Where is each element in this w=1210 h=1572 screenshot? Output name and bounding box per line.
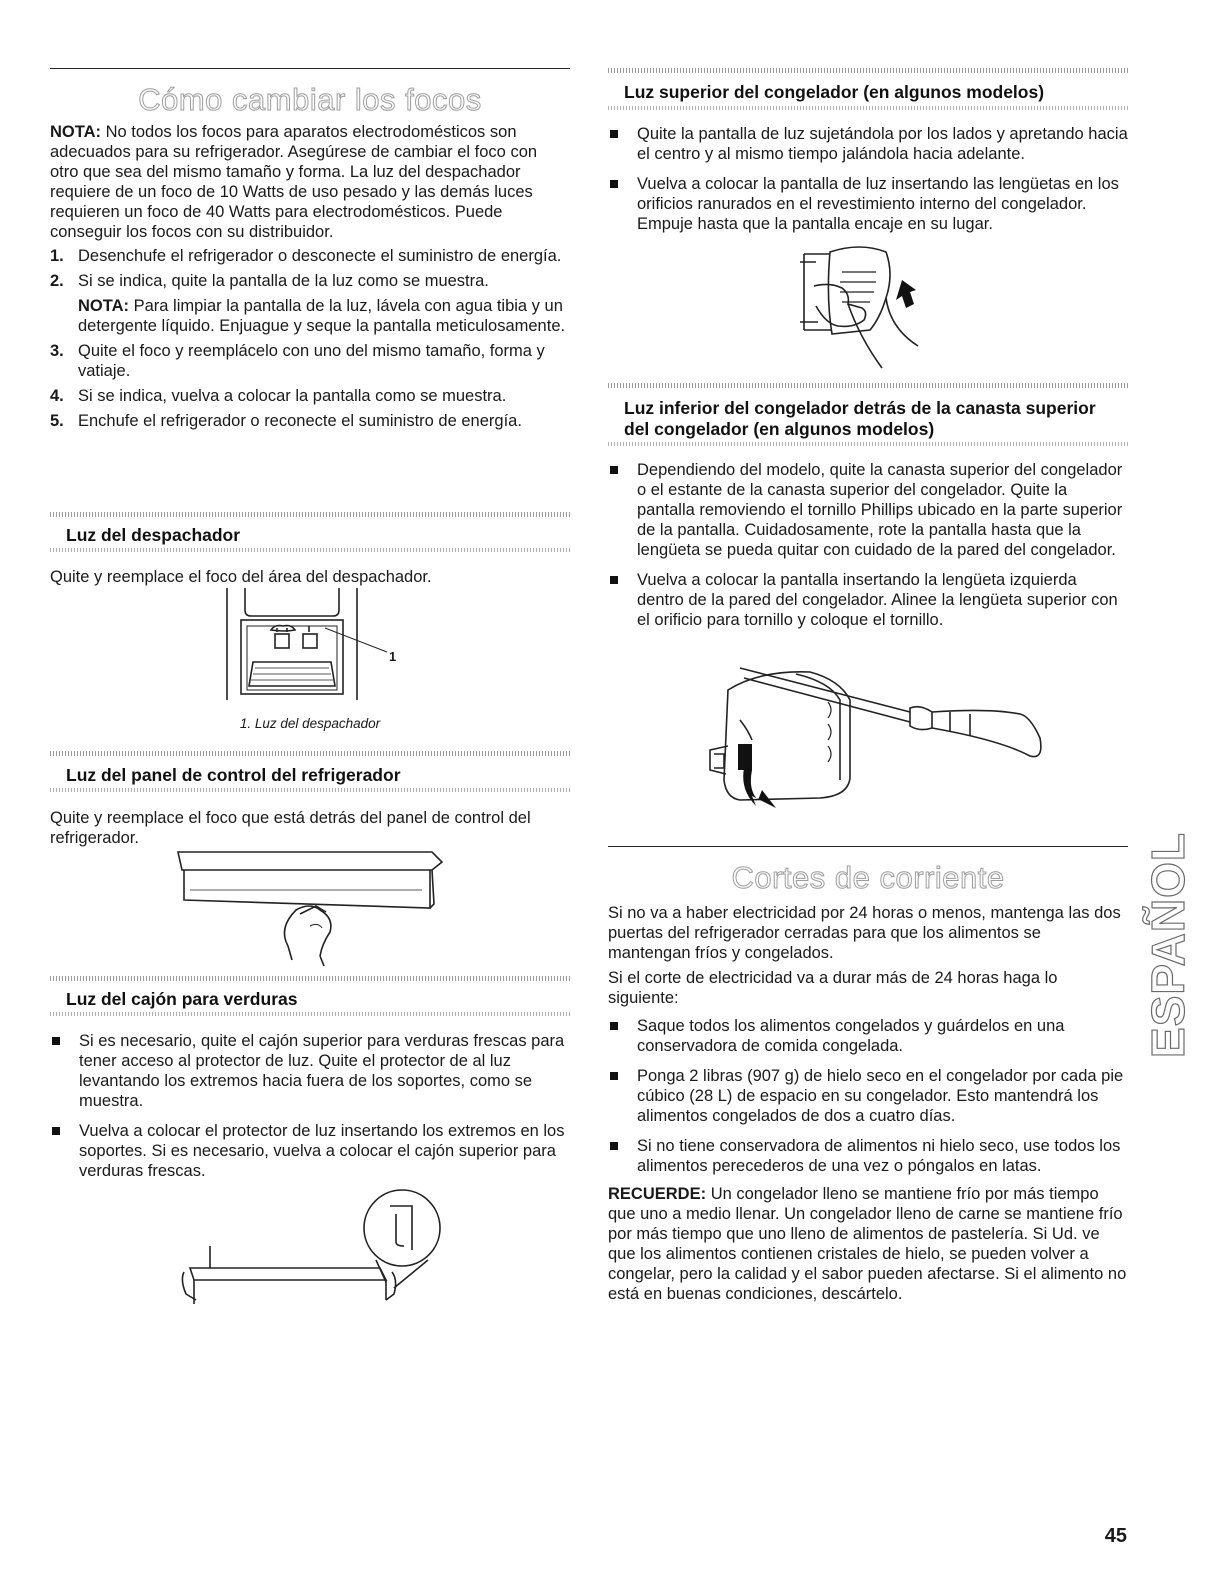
dispenser-illustration xyxy=(225,588,405,703)
bulbs-intro xyxy=(50,122,570,431)
divider-hatch xyxy=(608,442,1128,446)
step-number: 4. xyxy=(50,387,64,405)
heading-freezer-top-light: Luz superior del congelador (en algunos modelos) xyxy=(624,82,1045,102)
remember-label: RECUERDE: xyxy=(608,1185,707,1203)
list-item xyxy=(608,1136,1128,1176)
list-item xyxy=(608,570,1128,630)
heading-control-panel-light: Luz del panel de control del refrigerador xyxy=(66,765,401,785)
top-rule-left xyxy=(50,68,570,69)
crisper-bullets xyxy=(50,1031,570,1181)
control-panel-text: Quite y reemplace el foco que está detrás del panel de control del refrigerador. xyxy=(50,809,531,847)
dispenser-text: Quite y reemplace el foco del área del despachador. xyxy=(50,568,432,586)
remember-paragraph xyxy=(608,1184,1128,1304)
step-number: 1. xyxy=(50,247,64,265)
bullet-square xyxy=(610,466,618,474)
heading-line: Luz inferior del congelador detrás de la canasta superior xyxy=(624,398,1096,418)
divider-hatch xyxy=(50,512,570,517)
heading-freezer-bottom-light xyxy=(608,398,1144,440)
heading-dispenser-light: Luz del despachador xyxy=(66,525,241,545)
list-item xyxy=(608,1016,1128,1056)
bullet-square xyxy=(610,130,618,138)
bullet-text: Quite la pantalla de luz sujetándola por los lados y apretando hacia el centro y al mismo tiempo jalándola hacia adelante. xyxy=(637,125,1128,163)
bullet-square xyxy=(52,1127,60,1135)
bullet-text: Vuelva a colocar el protector de luz insertando los extremos en los soportes. Si es necesario, vuelva a colocar el cajón superior para verduras frescas. xyxy=(79,1122,565,1180)
step-item xyxy=(50,246,570,266)
divider-hatch xyxy=(50,751,570,756)
step-text: Si se indica, quite la pantalla de la luz como se muestra. xyxy=(78,272,489,290)
divider-hatch xyxy=(608,383,1128,388)
bullet-square xyxy=(610,1142,618,1150)
bullet-square xyxy=(610,576,618,584)
steps-list xyxy=(50,246,570,431)
crisper-illustration xyxy=(180,1184,440,1314)
section-title-power-outage: Cortes de corriente xyxy=(731,860,1005,895)
step-item xyxy=(50,341,570,381)
divider-hatch xyxy=(50,548,570,552)
step-text: Desenchufe el refrigerador o desconecte el suministro de energía. xyxy=(78,247,562,265)
bullet-square xyxy=(610,1072,618,1080)
note-label: NOTA: xyxy=(50,123,102,141)
bullet-text: Saque todos los alimentos congelados y guárdelos en una conservadora de comida congelada. xyxy=(637,1017,1065,1055)
step-number: 5. xyxy=(50,412,64,430)
divider-hatch xyxy=(608,106,1128,110)
power-outage-content xyxy=(608,903,1128,1304)
divider-hatch xyxy=(50,1012,570,1016)
bullet-text: Vuelva a colocar la pantalla insertando la lengüeta izquierda dentro de la pared del congelador. Alinee la lengüeta superior con el orificio para tornillo y coloque el tornillo. xyxy=(637,571,1118,629)
divider-hatch xyxy=(608,68,1128,73)
step-item xyxy=(50,411,570,431)
bullet-text: Si es necesario, quite el cajón superior para verduras frescas para tener acceso al protector de luz. Quite el protector de al luz levantando los extremos hacia fuera de los soportes, como se muestra. xyxy=(79,1032,565,1110)
note-paragraph xyxy=(50,122,570,242)
heading-line: del congelador (en algunos modelos) xyxy=(624,419,935,439)
note-text: No todos los focos para aparatos electrodomésticos son adecuados para su refrigerador. Asegúrese de cambiar el foco con otro que sea del mismo tamaño y forma. La luz del despachador requiere de un foco de 10 Watts de uso pesado y las demás luces requieren un foco de 40 Watts para electrodomésticos. Puede conseguir los focos con su distribuidor. xyxy=(50,123,538,241)
step-item xyxy=(50,271,570,336)
page-number: 45 xyxy=(1104,1525,1127,1547)
note-label: NOTA: xyxy=(78,297,130,315)
bullet-square xyxy=(610,1022,618,1030)
language-label: ESPAÑOL xyxy=(1142,832,1195,1058)
power-para-1: Si no va a haber electricidad por 24 horas o menos, mantenga las dos puertas del refrigerador cerradas para que los alimentos se mantengan fríos y congelados. xyxy=(608,904,1121,962)
step-note xyxy=(78,296,570,336)
bullet-square xyxy=(52,1037,60,1045)
divider-hatch xyxy=(50,788,570,792)
freezer-bottom-illustration xyxy=(700,660,1060,820)
freezer-top-illustration xyxy=(790,238,950,378)
control-panel-illustration xyxy=(170,848,460,968)
step-item xyxy=(50,386,570,406)
bullet-text: Vuelva a colocar la pantalla de luz insertando las lengüetas en los orificios ranurados en el revestimiento interno del congelador. Empuje hasta que la pantalla encaje en su lugar. xyxy=(637,175,1119,233)
language-side-tab xyxy=(1140,820,1196,1070)
rule-power-outage xyxy=(608,846,1128,847)
heading-crisper-light: Luz del cajón para verduras xyxy=(66,989,298,1009)
list-item xyxy=(608,174,1128,234)
power-bullets xyxy=(608,1016,1128,1176)
freezer-top-bullets xyxy=(608,124,1128,234)
step-number: 2. xyxy=(50,272,64,290)
list-item xyxy=(50,1031,570,1111)
list-item xyxy=(608,124,1128,164)
remember-text: Un congelador lleno se mantiene frío por más tiempo que uno a medio llenar. Un congelador lleno de carne se mantiene frío por más tiempo que uno lleno de alimentos de pastelería. Si Ud. ve que los alimentos contienen cristales de hielo, se pueden volver a congelar, pero la calidad y el sabor pueden afectarse. Si el alimento no está en buenas condiciones, descártelo. xyxy=(608,1185,1127,1303)
bullet-text: Ponga 2 libras (907 g) de hielo seco en el congelador por cada pie cúbico (28 L) de espacio en su congelador. Esto mantendrá los alimentos congelados de dos a cuatro días. xyxy=(637,1067,1124,1125)
step-text: Enchufe el refrigerador o reconecte el suministro de energía. xyxy=(78,412,522,430)
callout-number: 1 xyxy=(389,649,397,664)
step-text: Quite el foco y reemplácelo con uno del mismo tamaño, forma y vatiaje. xyxy=(78,342,545,380)
bullet-square xyxy=(610,180,618,188)
step-number: 3. xyxy=(50,342,64,360)
list-item xyxy=(608,1066,1128,1126)
divider-hatch xyxy=(50,976,570,981)
list-item xyxy=(608,460,1128,560)
bullet-text: Si no tiene conservadora de alimentos ni hielo seco, use todos los alimentos perecederos de una vez o póngalos en latas. xyxy=(637,1137,1121,1175)
bullet-text: Dependiendo del modelo, quite la canasta superior del congelador o el estante de la canasta superior del congelador. Quite la pantalla removiendo el tornillo Phillips ubicado en la parte superior de la pantalla. Cuidadosamente, rote la pantalla hasta que la lengüeta se pueda quitar con cuidado de la pared del congelador. xyxy=(637,461,1123,559)
step-text: Si se indica, vuelva a colocar la pantalla como se muestra. xyxy=(78,387,507,405)
section-title-bulbs: Cómo cambiar los focos xyxy=(138,82,482,117)
freezer-bottom-bullets xyxy=(608,460,1128,630)
dispenser-caption: 1. Luz del despachador xyxy=(239,716,381,731)
power-para-2: Si el corte de electricidad va a durar más de 24 horas haga lo siguiente: xyxy=(608,969,1058,1007)
list-item xyxy=(50,1121,570,1181)
note-text: Para limpiar la pantalla de la luz, lávela con agua tibia y un detergente líquido. Enjuague y seque la pantalla meticulosamente. xyxy=(78,297,566,335)
